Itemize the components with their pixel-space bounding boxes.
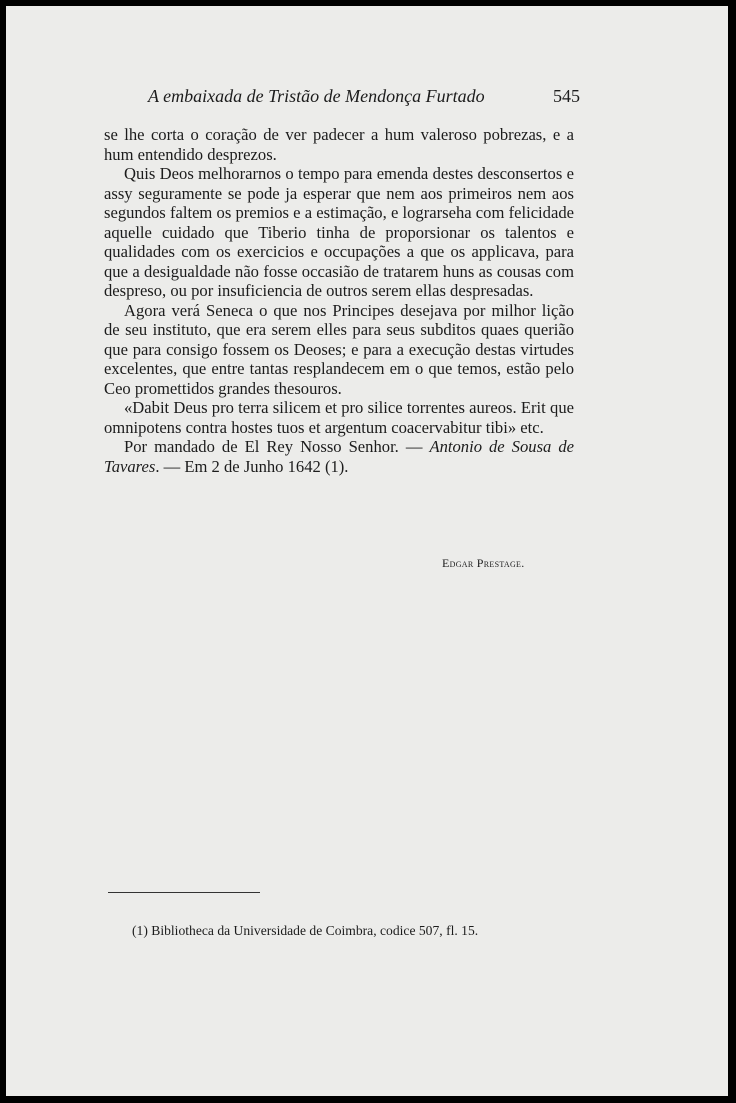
author-byline: Edgar Prestage. [442,556,525,570]
running-title: A embaixada de Tristão de Mendonça Furtado [148,86,485,106]
paragraph-latin-quote: «Dabit Deus pro terra silicem et pro silice torrentes aureos. Erit que omnipotens contra hostes tuos et argentum coacervabitur tibi» etc. [104,398,574,437]
book-page [6,6,728,1096]
page-number: 545 [553,86,580,106]
signatory-name: Antonio de Sousa de Tavares [104,437,575,476]
footnote-divider [108,892,260,893]
signature-prefix: Por mandado de El Rey Nosso Senhor. — [124,437,430,456]
paragraph-signature [104,437,574,476]
footnote: (1) Bibliotheca da Universidade de Coimbra, codice 507, fl. 15. [132,923,479,938]
paragraph-seneca: Agora verá Seneca o que nos Principes desejava por milhor lição de seu instituto, que era serem elles para seus subditos quaes querião que para consigo fossem os Deoses; e para a execução destas virtudes excelentes, que entre tantas resplandecem em o que temos, estão pelo Ceo promettidos grandes thesouros. [104,300,574,398]
signature-date: . — Em 2 de Junho 1642 (1). [155,456,349,476]
body-text [104,125,574,476]
paragraph-continuation: se lhe corta o coração de ver padecer a hum valeroso pobrezas, e a hum entendido desprezos. [104,125,574,164]
page-header [148,84,580,108]
paragraph-deos: Quis Deos melhorarnos o tempo para emenda destes desconsertos e assy seguramente se pode ja esperar que nem aos primeiros nem aos segundos faltem os premios e a estimação, e lograrseha com felicidade aquelle cuidado que Tiberio tinha de proporsionar os talentos e qualidades com os exercicios e occupações a que os applicava, para que a desigualdade não fosse occasião de tratarem huns as cousas com despreso, ou por insuficiencia de outros serem ellas despresadas. [104,164,574,300]
